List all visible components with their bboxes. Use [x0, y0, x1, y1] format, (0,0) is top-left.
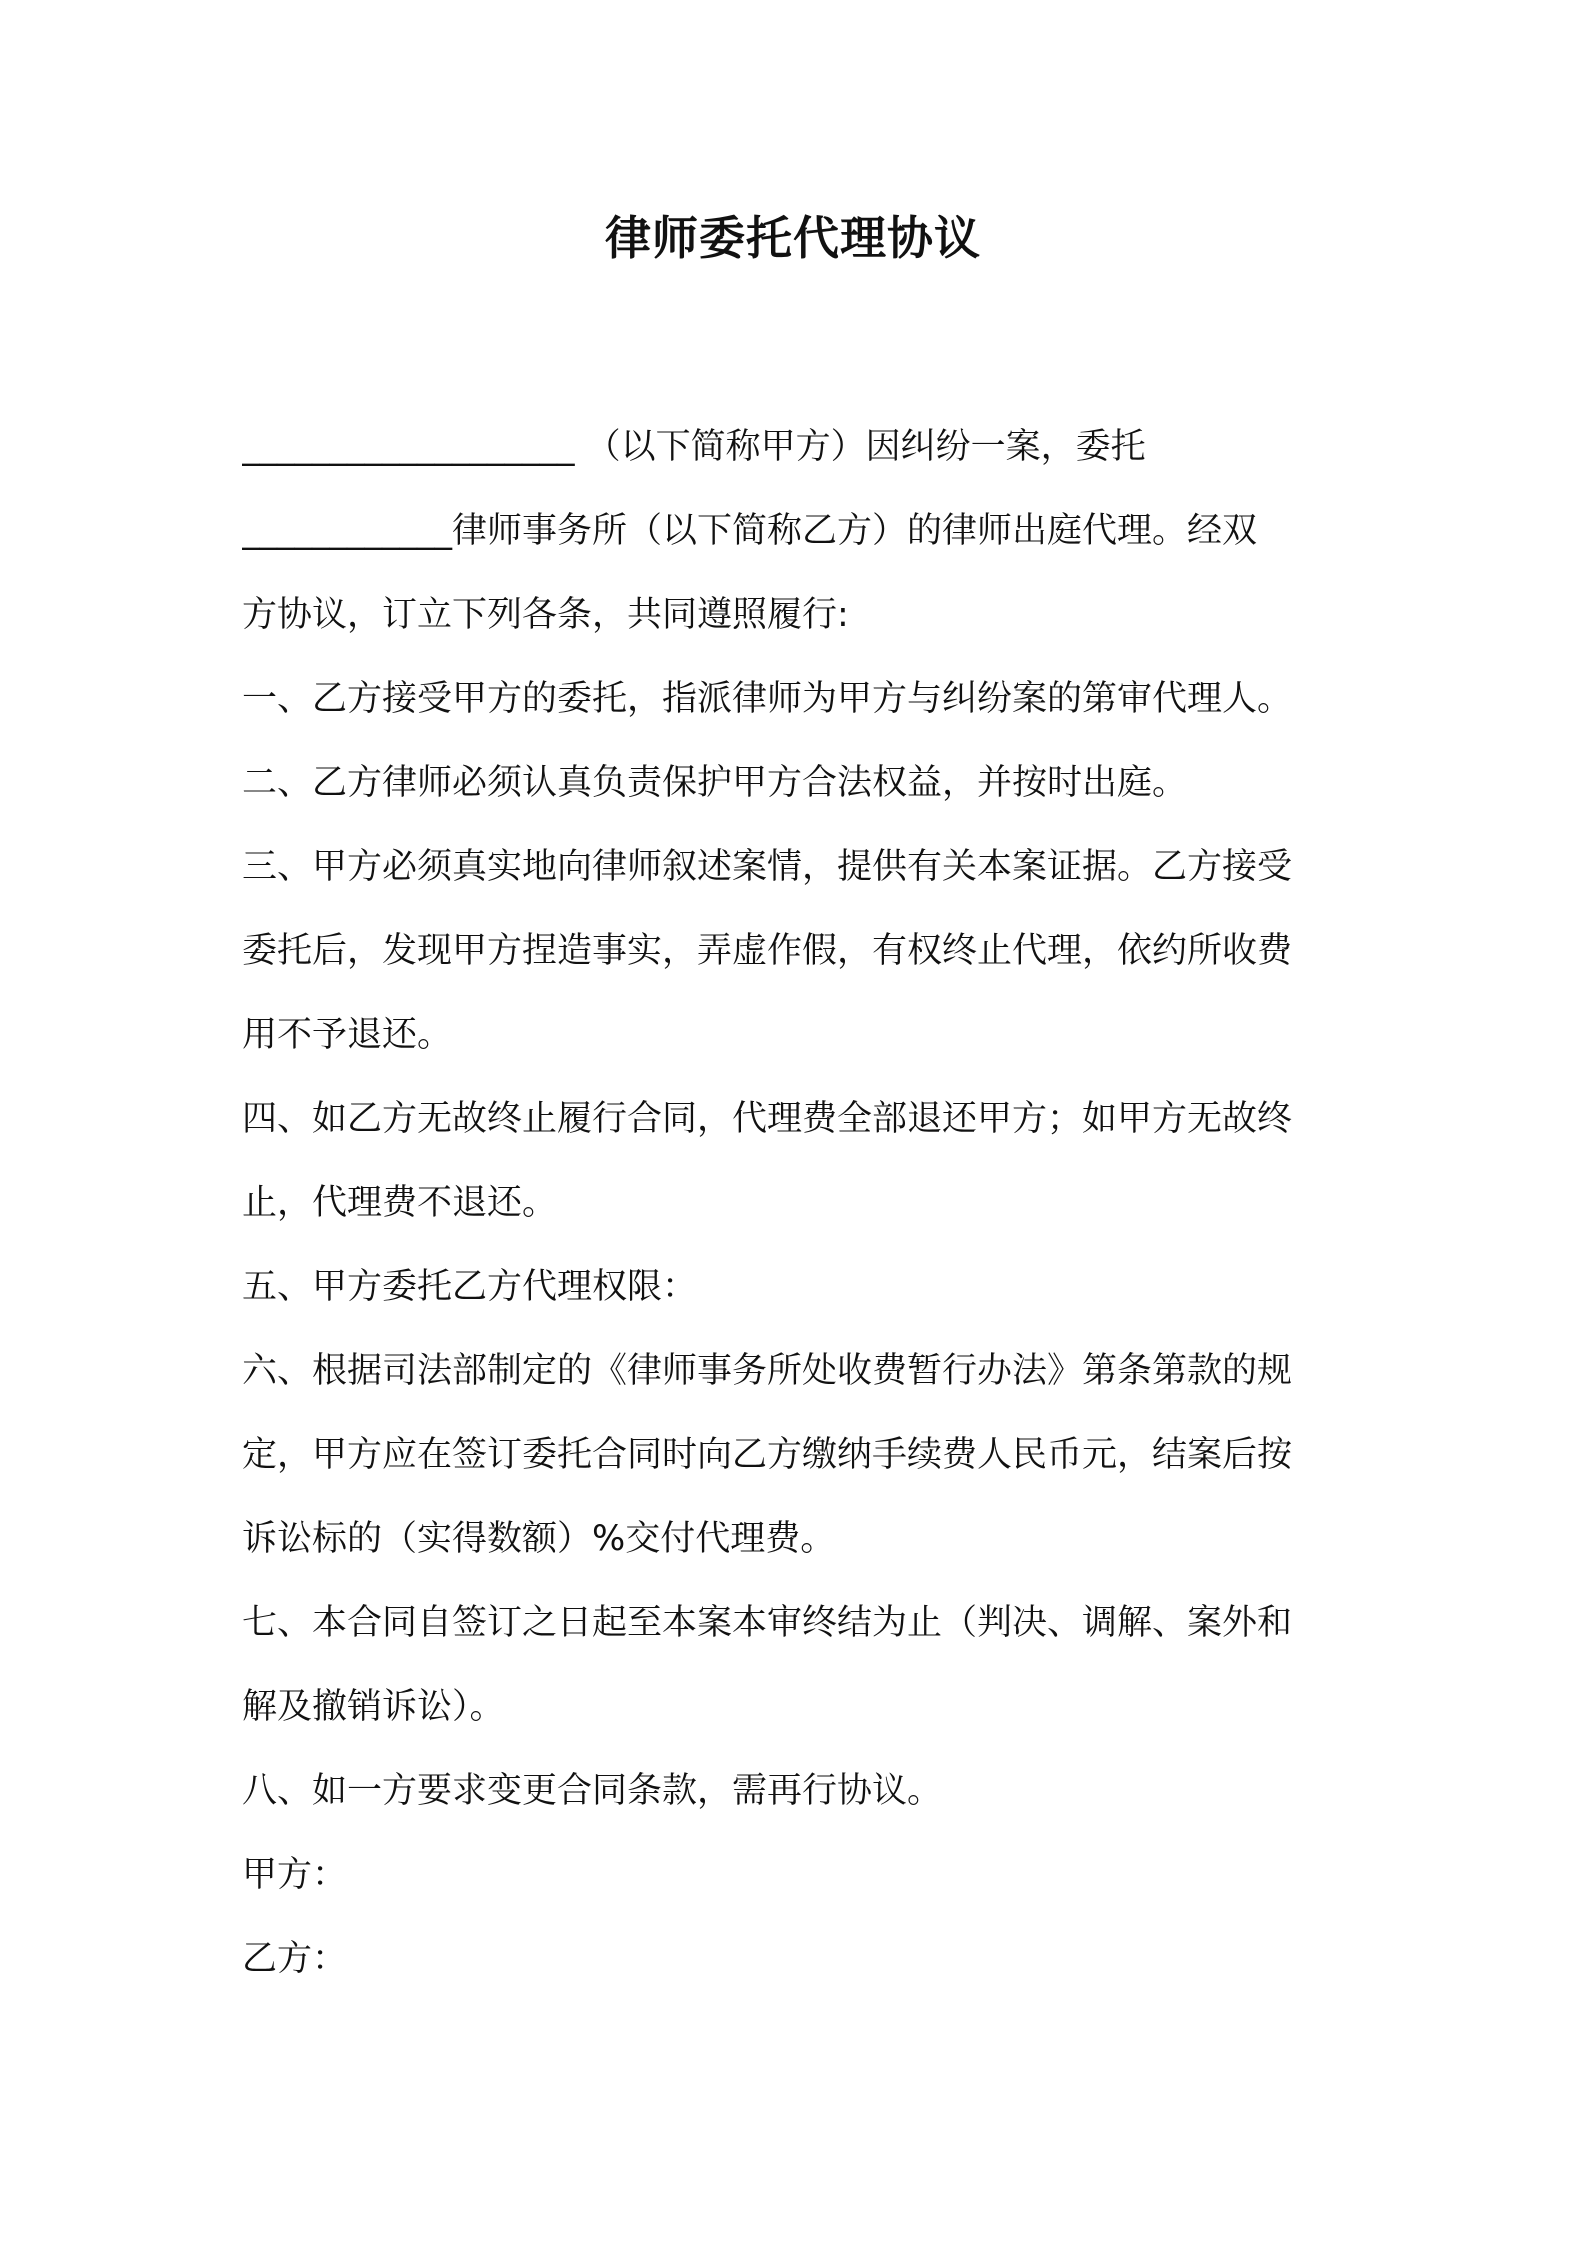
clause-2: 二、乙方律师必须认真负责保护甲方合法权益，并按时出庭。: [242, 763, 1188, 803]
party-a-signature: 甲方：: [242, 1855, 348, 1895]
clause-3-line-2: 委托后，发现甲方捏造事实，弄虚作假，有权终止代理，依约所收费: [242, 931, 1293, 971]
document-body: [242, 405, 1362, 2001]
clause-4-line-2: 止，代理费不退还。: [242, 1183, 558, 1223]
clause-8: 八、如一方要求变更合同条款，需再行协议。: [242, 1771, 943, 1811]
clause-6-line-1: 六、根据司法部制定的《律师事务所处收费暂行办法》第条第款的规: [242, 1351, 1293, 1391]
clause-7-line-2: 解及撤销诉讼）。: [242, 1687, 505, 1727]
clause-5: 五、甲方委托乙方代理权限：: [242, 1267, 698, 1307]
clause-4-line-1: 四、如乙方无故终止履行合同，代理费全部退还甲方；如甲方无故终: [242, 1099, 1293, 1139]
clause-3-line-1: 三、甲方必须真实地向律师叙述案情，提供有关本案证据。乙方接受: [242, 847, 1293, 887]
clause-1: 一、乙方接受甲方的委托，指派律师为甲方与纠纷案的第审代理人。: [242, 679, 1293, 719]
intro-line-2: ____________律师事务所（以下简称乙方）的律师出庭代理。经双: [242, 511, 1258, 551]
clause-6-line-2: 定，甲方应在签订委托合同时向乙方缴纳手续费人民币元，结案后按: [242, 1435, 1293, 1475]
clause-3-line-3: 用不予退还。: [242, 1015, 453, 1055]
clause-7-line-1: 七、本合同自签订之日起至本案本审终结为止（判决、调解、案外和: [242, 1603, 1293, 1643]
intro-line-3: 方协议，订立下列各条，共同遵照履行:: [242, 595, 849, 635]
intro-line-1: ___________________ （以下简称甲方）因纠纷一案，委托: [242, 427, 1146, 467]
document-title: 律师委托代理协议: [605, 211, 981, 265]
clause-6-line-3: 诉讼标的（实得数额）%交付代理费。: [242, 1519, 836, 1559]
party-b-signature: 乙方：: [242, 1939, 348, 1979]
